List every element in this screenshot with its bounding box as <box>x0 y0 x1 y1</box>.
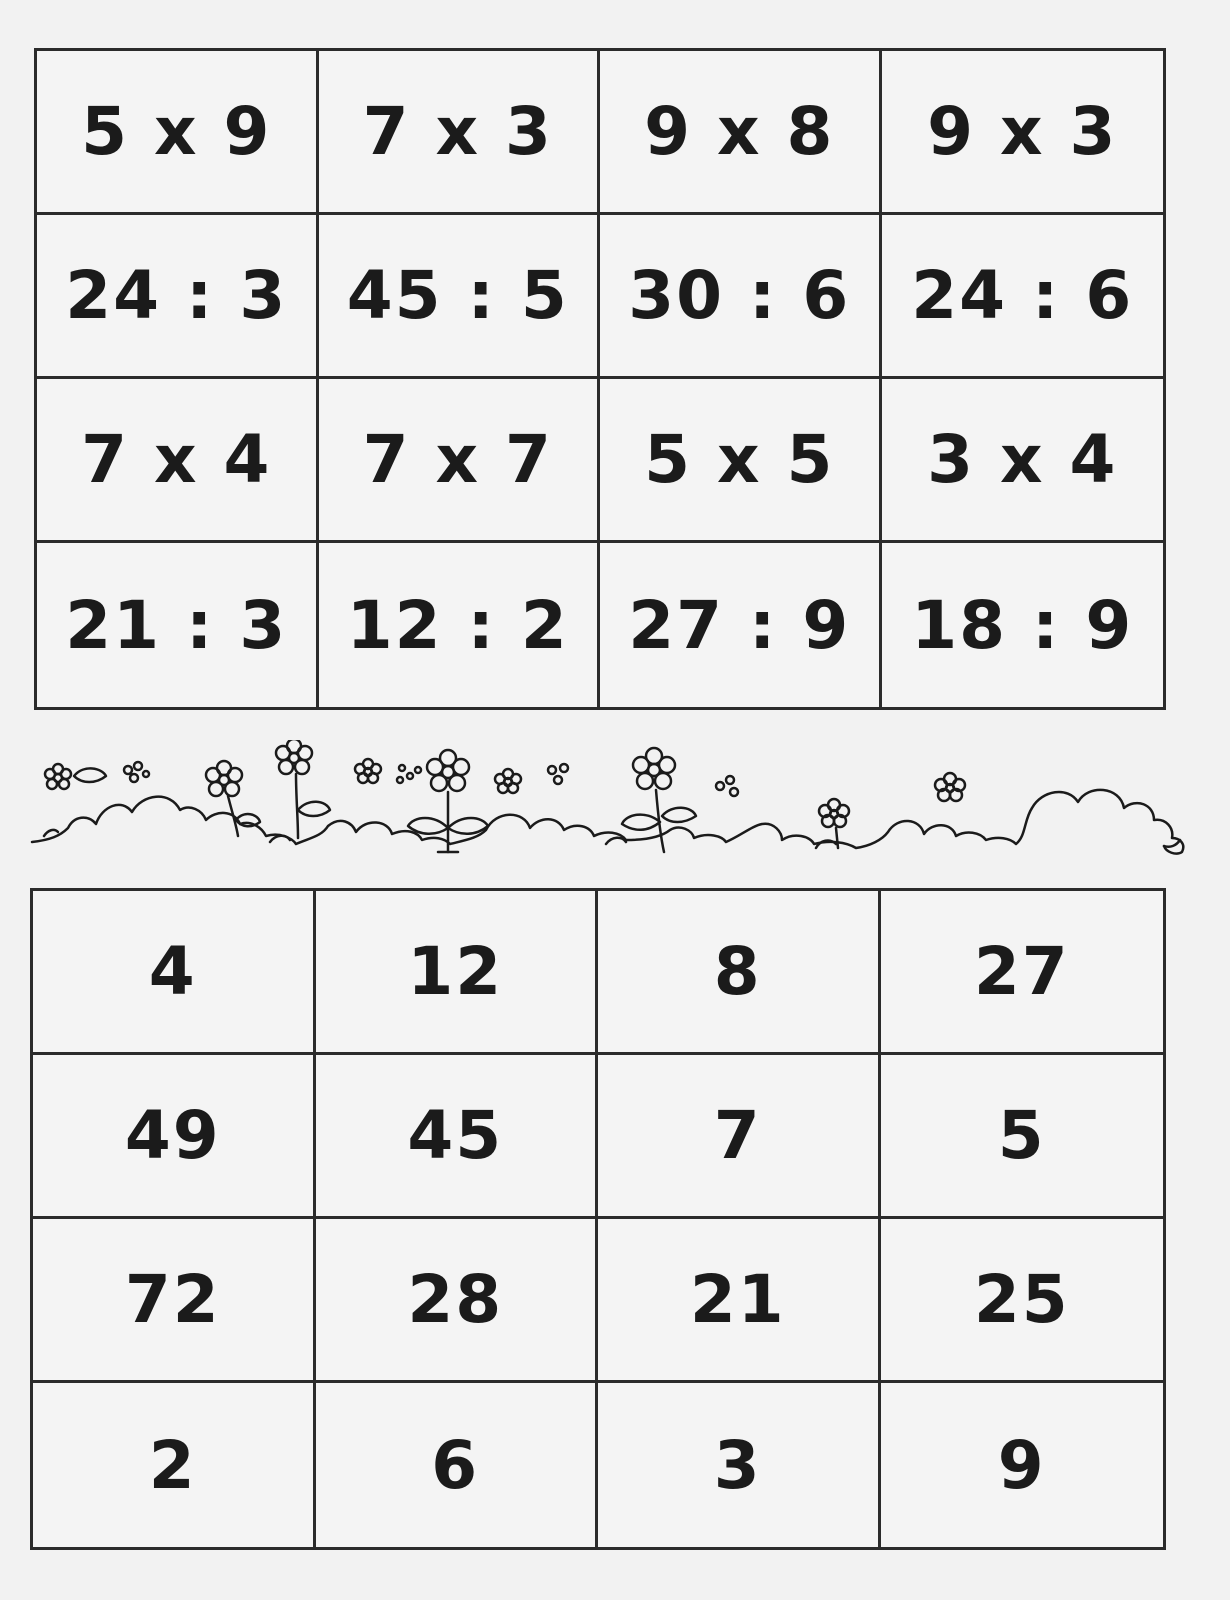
problem-cell: 27 : 9 <box>600 543 882 707</box>
problem-cell: 21 : 3 <box>37 543 319 707</box>
problem-cell: 5 x 9 <box>37 51 319 215</box>
problem-cell: 7 x 3 <box>319 51 601 215</box>
answer-cell: 72 <box>33 1219 316 1383</box>
answer-cell: 12 <box>316 891 599 1055</box>
answer-cell: 28 <box>316 1219 599 1383</box>
answers-grid <box>30 888 1166 1550</box>
problem-cell: 45 : 5 <box>319 215 601 379</box>
answer-cell: 3 <box>598 1383 881 1547</box>
answer-cell: 5 <box>881 1055 1164 1219</box>
answer-cell: 7 <box>598 1055 881 1219</box>
answer-cell: 45 <box>316 1055 599 1219</box>
problem-cell: 7 x 4 <box>37 379 319 543</box>
problems-grid <box>34 48 1166 710</box>
answer-cell: 25 <box>881 1219 1164 1383</box>
answer-cell: 27 <box>881 891 1164 1055</box>
problem-cell: 3 x 4 <box>882 379 1164 543</box>
problem-cell: 12 : 2 <box>319 543 601 707</box>
answer-cell: 49 <box>33 1055 316 1219</box>
problem-cell: 7 x 7 <box>319 379 601 543</box>
problem-cell: 24 : 3 <box>37 215 319 379</box>
problem-cell: 5 x 5 <box>600 379 882 543</box>
answer-cell: 6 <box>316 1383 599 1547</box>
answer-cell: 2 <box>33 1383 316 1547</box>
answer-cell: 8 <box>598 891 881 1055</box>
flower-border-icon <box>30 740 1200 880</box>
problem-cell: 24 : 6 <box>882 215 1164 379</box>
problem-cell: 9 x 8 <box>600 51 882 215</box>
answer-cell: 21 <box>598 1219 881 1383</box>
problem-cell: 18 : 9 <box>911 586 1134 664</box>
answer-cell: 4 <box>33 891 316 1055</box>
answer-cell: 9 <box>997 1426 1046 1504</box>
problem-cell: 30 : 6 <box>600 215 882 379</box>
problem-cell: 9 x 3 <box>882 51 1164 215</box>
